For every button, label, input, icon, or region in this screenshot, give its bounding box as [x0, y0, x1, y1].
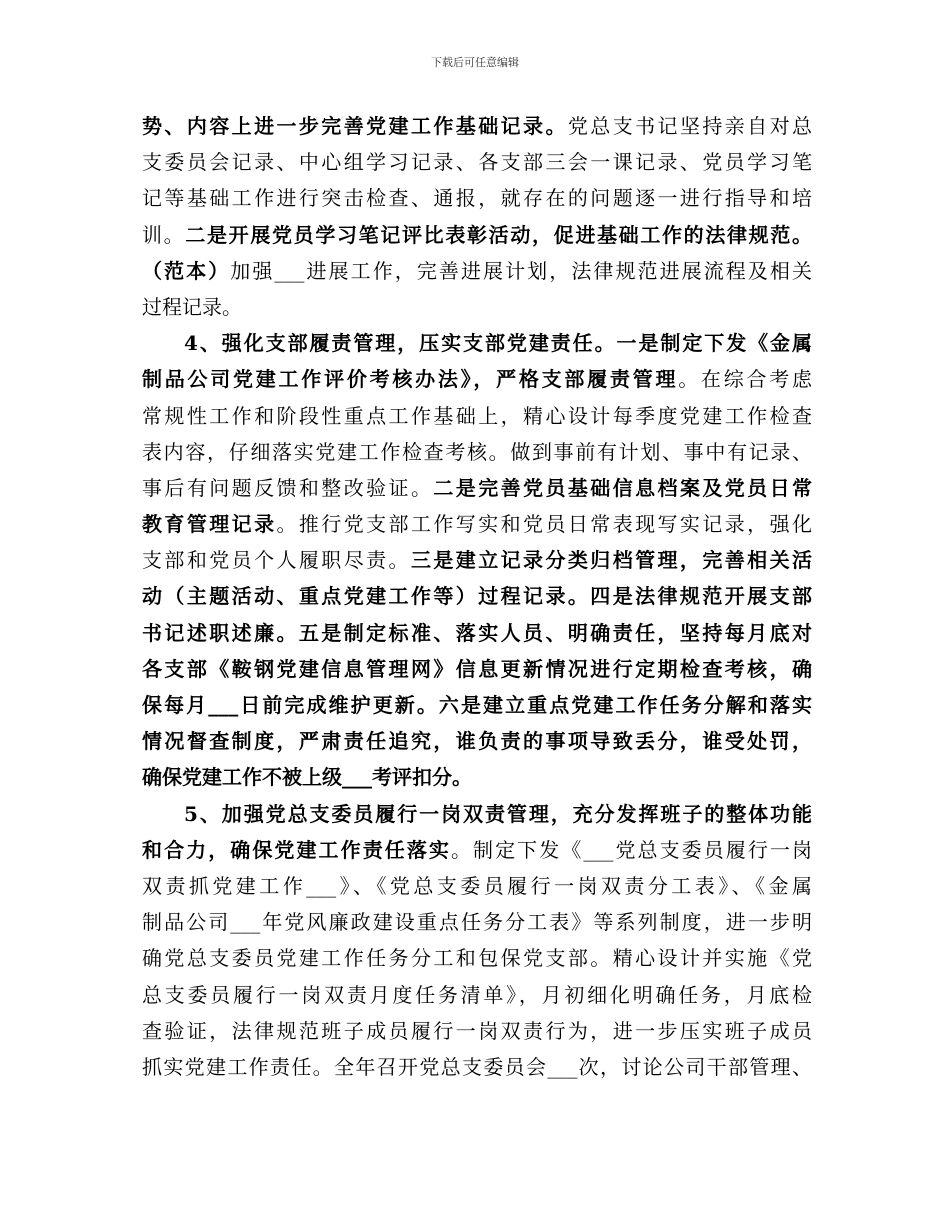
text-line	[142, 217, 812, 253]
text-line	[142, 253, 812, 289]
text-run: 抓实党建工作责任。全年召开党总支委员会___次，讨论公司干部管理、	[142, 1054, 812, 1079]
bold-text-run: 势、内容上进一步完善党建工作基础记录。	[142, 114, 568, 138]
text-run: 加强___进展工作，完善进展计划，法律规范进展流程及相关	[230, 258, 812, 283]
bold-text-run: 二是开展党员学习笔记评比表彰活动，促进基础工作的法律规范。	[185, 222, 812, 247]
text-line	[142, 361, 812, 397]
text-line	[142, 144, 812, 180]
text-run: 双责抓党建工作___》、《党总支委员履行一岗双责分工表》、《金属	[142, 873, 812, 898]
bold-text-run: 制品公司党建工作评价考核办法》，严格支部履责管理	[142, 367, 679, 392]
document-body	[142, 108, 812, 1085]
text-line	[142, 904, 812, 940]
bold-text-run: 和合力，确保党建工作责任落实	[142, 837, 451, 862]
text-line	[142, 578, 812, 614]
text-line	[142, 723, 812, 759]
text-line	[142, 398, 812, 434]
text-line	[142, 180, 812, 216]
text-run: 。在综合考虑	[678, 367, 812, 392]
bold-text-run: 情况督查制度，严肃责任追究，谁负责的事项导致丢分，谁受处罚，	[142, 729, 812, 754]
bold-text-run: （范本）	[142, 258, 231, 283]
text-line	[142, 759, 812, 795]
text-line	[142, 542, 812, 578]
bold-text-run: 确保党建工作不被上级___考评扣分。	[142, 765, 472, 790]
text-run: 支部和党员个人履职尽责。	[142, 548, 411, 573]
text-run: 常规性工作和阶段性重点工作基础上，精心设计每季度党建工作检查	[142, 403, 812, 428]
text-line	[142, 470, 812, 506]
bold-text-run: 5、加强党总支委员履行一岗双责管理，充分发挥班子的整体功能	[184, 801, 812, 826]
text-line	[142, 977, 812, 1013]
text-run: 。制定下发《___党总支委员履行一岗	[450, 837, 812, 862]
text-run: 确党总支委员党建工作任务分工和包保党支部。精心设计并实施《党	[142, 946, 812, 971]
bold-text-run: 二是完善党员基础信息档案及党员日常	[433, 475, 812, 500]
text-line	[142, 615, 812, 651]
text-line	[142, 687, 812, 723]
text-run: 。推行党支部工作写实和党员日常表现写实记录，强化	[276, 512, 812, 537]
text-line	[142, 289, 812, 325]
bold-text-run: 动（主题活动、重点党建工作等）过程记录。四是法律规范开展支部	[142, 584, 812, 609]
text-run: 支委员会记录、中心组学习记录、各支部三会一课记录、党员学习笔	[142, 150, 812, 175]
text-line	[142, 868, 812, 904]
text-line	[142, 108, 812, 144]
text-line	[142, 796, 812, 832]
text-line	[142, 832, 812, 868]
text-line	[142, 1013, 812, 1049]
text-run: 记等基础工作进行突击检查、通报，就存在的问题逐一进行指导和培	[142, 186, 812, 211]
text-run: 表内容，仔细落实党建工作检查考核。做到事前有计划、事中有记录、	[142, 439, 812, 464]
text-run: 查验证，法律规范班子成员履行一岗双责行为，进一步压实班子成员	[142, 1018, 812, 1043]
page-header: 下载后可任意编辑	[431, 56, 519, 69]
bold-text-run: 教育管理记录	[142, 512, 277, 537]
text-run: 制品公司___年党风廉政建设重点任务分工表》等系列制度，进一步明	[142, 910, 812, 935]
text-line	[142, 651, 812, 687]
bold-text-run: 各支部《鞍钢党建信息管理网》信息更新情况进行定期检查考核，确	[142, 656, 812, 681]
bold-text-run: 4、强化支部履责管理，压实支部党建责任。一是制定下发《金属	[184, 331, 812, 356]
text-line	[142, 434, 812, 470]
bold-text-run: 书记述职述廉。五是制定标准、落实人员、明确责任，坚持每月底对	[142, 620, 812, 645]
text-run: 训。	[142, 222, 186, 247]
text-run: 事后有问题反馈和整改验证。	[142, 475, 434, 500]
text-line	[142, 940, 812, 976]
text-run: 过程记录。	[142, 294, 242, 319]
text-line	[142, 506, 812, 542]
text-run: 总支委员履行一岗双责月度任务清单》，月初细化明确任务，月底检	[142, 982, 812, 1007]
bold-text-run: 三是建立记录分类归档管理，完善相关活	[410, 548, 812, 573]
text-run: 党总支书记坚持亲自对总	[567, 114, 812, 138]
bold-text-run: 保每月___日前完成维护更新。六是建立重点党建工作任务分解和落实	[142, 693, 812, 717]
text-line	[142, 325, 812, 361]
text-line	[142, 1049, 812, 1085]
